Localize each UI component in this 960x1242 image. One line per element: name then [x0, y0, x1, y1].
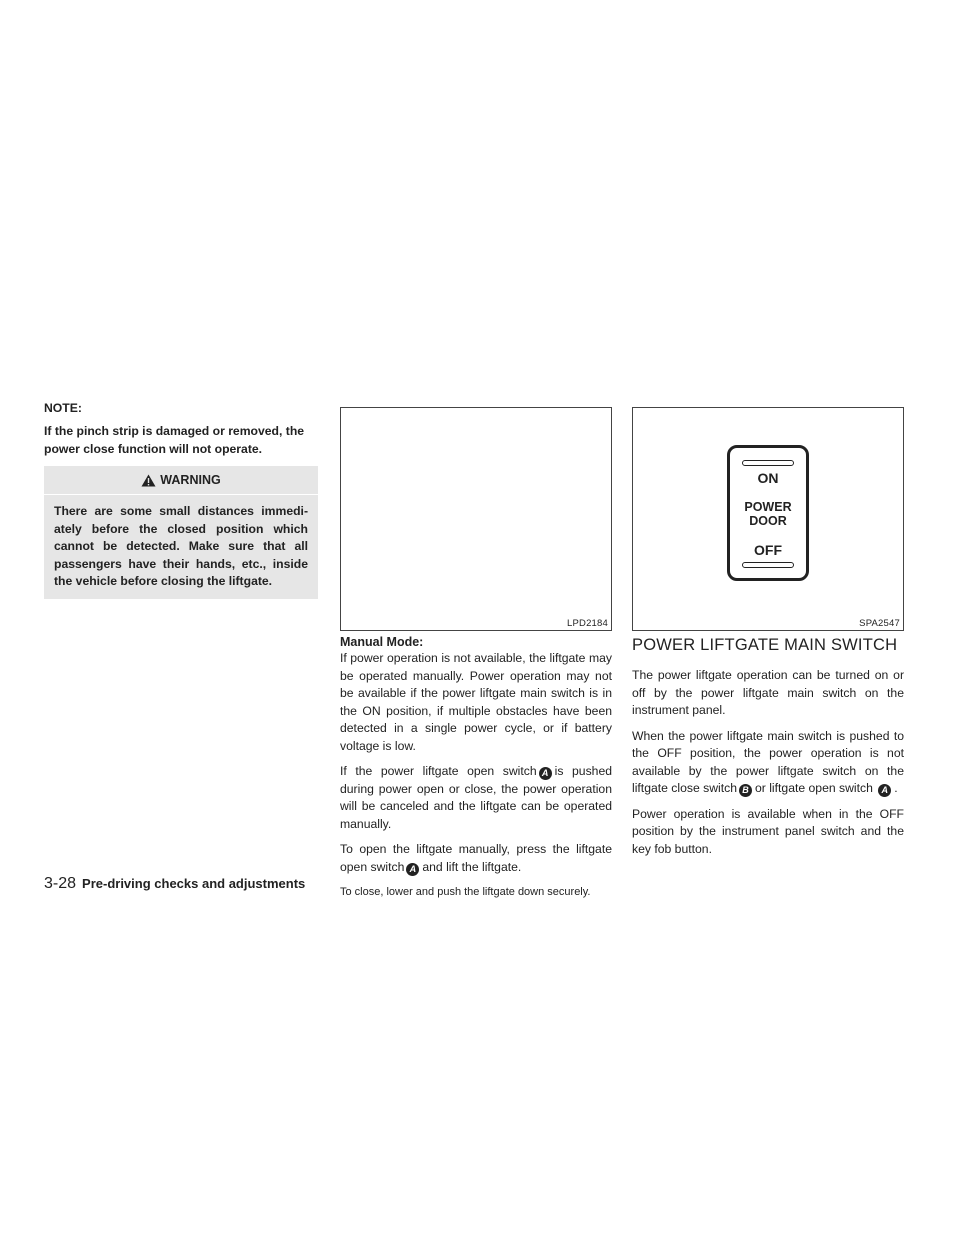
warning-divider [44, 494, 318, 495]
manual-mode-paragraph-1: If power operation is not available, the liftgate may be operated manually. Power operation may not be available if the power liftgate main switch is in the ON position, if multiple obstacles have been detected in a single power cycle, or if battery voltage is low. [340, 651, 612, 753]
chapter-title: Pre-driving checks and adjustments [82, 876, 306, 891]
figure-lpd2184 [340, 407, 612, 631]
warning-text: There are some small distances immedi-ately before the closed position which cannot be detected. Make sure that all passengers have their hands, etc., inside the vehicle before closing the liftgate. [54, 504, 308, 588]
main-switch-paragraph-2: When the power liftgate main switch is pushed to the OFF position, the power operation is not available by the power liftgate switch on the liftgate close switch B or liftgate open switch A . [632, 728, 904, 795]
switch-power-label: POWER [744, 500, 792, 514]
switch-bottom-slot [742, 562, 794, 568]
figure-label: LPD2184 [566, 618, 608, 629]
warning-title: WARNING [160, 473, 221, 487]
note-heading: NOTE: [44, 401, 82, 415]
callout-b-icon: B [739, 784, 752, 797]
power-door-switch-illustration [727, 445, 809, 581]
middle-column [340, 634, 612, 910]
callout-a-icon: A [539, 767, 552, 780]
right-column [632, 636, 904, 866]
main-switch-paragraph-1: The power liftgate operation can be turned on or off by the power liftgate main switch on the instrument panel. [632, 668, 904, 717]
note-text: If the pinch strip is damaged or removed, the power close function will not operate. [44, 424, 305, 456]
left-column [44, 401, 318, 599]
section-title: POWER LIFTGATE MAIN SWITCH [632, 636, 898, 654]
figure-label: SPA2547 [859, 618, 900, 629]
manual-mode-paragraph-4: To close, lower and push the liftgate down securely. [340, 886, 591, 898]
manual-mode-paragraph-3: To open the liftgate manually, press the liftgate open switch A and lift the liftgate. [340, 842, 612, 874]
switch-on-label: ON [757, 470, 779, 486]
switch-door-label: DOOR [749, 514, 787, 528]
switch-off-label: OFF [754, 542, 782, 558]
warning-title-row [54, 466, 308, 494]
manual-mode-heading: Manual Mode: [340, 635, 424, 649]
switch-top-slot [742, 460, 794, 466]
page-footer [44, 875, 305, 893]
main-switch-paragraph-3: Power operation is available when in the OFF position by the instrument panel switch and the key fob button. [632, 806, 904, 856]
callout-a-icon: A [406, 863, 419, 876]
warning-triangle-icon [141, 474, 156, 487]
callout-a-icon: A [878, 784, 891, 797]
figure-spa2547 [632, 407, 904, 631]
warning-box [44, 466, 318, 599]
page-number: 3-28 [44, 875, 77, 892]
manual-mode-paragraph-2: If the power liftgate open switch A is pushed during power open or close, the power operation will be canceled and the liftgate can be operated manually. [340, 764, 612, 831]
